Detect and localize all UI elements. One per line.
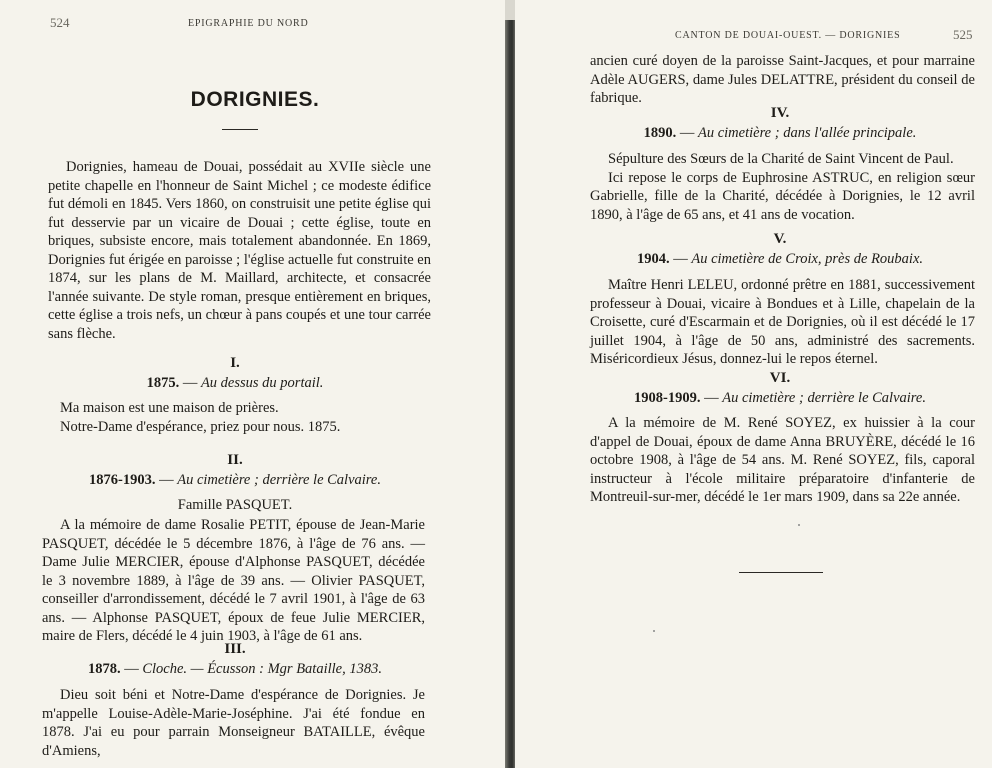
section-heading: 1908-1909. — Au cimetière ; derrière le Calvaire.	[634, 390, 926, 406]
title-rule	[222, 129, 258, 130]
family-heading: Famille PASQUET.	[177, 497, 293, 513]
inscription-text: Sépulture des Sœurs de la Charité de Saint Vincent de Paul. Ici repose le corps de Euphrosine ASTRUC, en religion sœur Gabrielle, fille de la Charité, décédée à Dorignies, le 12 avril 1890, à l'âge de 65 ans, et 41 ans de vocation.	[590, 151, 975, 223]
section-numeral: III.	[224, 641, 246, 657]
inscription-text: Ma maison est une maison de prières. Notre-Dame d'espérance, priez pour nous. 1875.	[60, 400, 341, 435]
inscription-text: A la mémoire de dame Rosalie PETIT, épouse de Jean-Marie PASQUET, décédée le 5 décembre 1876, à l'âge de 76 ans. — Dame Julie MERCIER, épouse d'Alphonse PASQUET, décédée le 3 novembre 1889, à l'âge de 39 ans. — Olivier PASQUET, conseiller d'arrondissement, décédé le 7 avril 1901, à l'âge de 63 ans. — Alphonse PASQUET, époux de feue Julie MERCIER, maire de Flers, décédé le 4 juin 1903, à l'âge de 61 ans.	[42, 517, 425, 644]
continuation-text: ancien curé doyen de la paroisse Saint-Jacques, et pour marraine Adèle AUGERS, dame Jules DELATTRE, président du conseil de fabrique.	[590, 53, 975, 106]
intro-paragraph: Dorignies, hameau de Douai, possédait au XVIIe siècle une petite chapelle en l'honneur de Saint Michel ; ce modeste édifice fut démoli en 1845. Vers 1860, on construisit une petite église qui fut desservie par un vicaire de Douai ; cette église, toute en briques, subsiste encore, mais totalement abandonnée. En 1869, Dorignies fut érigée en paroisse ; l'église actuelle fut construite en 1874, sur les plans de M. Maillard, architecte, et consacrée l'année suivante. De style roman, presque entièrement en briques, cette église a trois nefs, un chœur à pans coupés et une tour carrée sans flèche.	[48, 159, 431, 342]
inscription-text: A la mémoire de M. René SOYEZ, ex huissier à la cour d'appel de Douai, époux de dame Anna BRUYÈRE, décédé le 16 octobre 1908, à l'âge de 54 ans. M. René SOYEZ, fils, caporal instructeur à l'école militaire préparatoire d'infanterie de Montreuil-sur-mer, décédé le 1er mars 1909, dans sa 22e année.	[590, 415, 975, 505]
section-heading: 1904. — Au cimetière de Croix, près de Roubaix.	[636, 251, 924, 267]
running-head: EPIGRAPHIE DU NORD	[188, 18, 309, 29]
section-numeral: IV.	[770, 105, 790, 121]
section-numeral: VI.	[769, 370, 791, 386]
section-numeral: V.	[773, 231, 787, 247]
section-heading: 1890. — Au cimetière ; dans l'allée principale.	[643, 125, 917, 141]
page-number: 524	[50, 15, 70, 30]
section-numeral: I.	[230, 355, 240, 371]
section-heading: 1876-1903. — Au cimetière ; derrière le Calvaire.	[89, 472, 381, 488]
paper-speck	[653, 630, 655, 632]
section-numeral: II.	[227, 452, 243, 468]
section-heading: 1875. — Au dessus du portail.	[146, 375, 324, 391]
inscription-text: Maître Henri LELEU, ordonné prêtre en 1881, successivement professeur à Douai, vicaire à Bondues et à Lille, chapelain de la Croisette, curé d'Escarmain et de Dorignies, où il est décédé le 17 juillet 1904, à l'âge de 50 ans, administré des sacrements. Miséricordieux Jésus, donnez-lui le repos éternel.	[590, 277, 975, 367]
end-rule	[739, 572, 823, 573]
inscription-text: Dieu soit béni et Notre-Dame d'espérance de Dorignies. Je m'appelle Louise-Adèle-Marie-Joséphine. J'ai été fondue en 1878. J'ai eu pour parrain Monseigneur BATAILLE, évêque d'Amiens,	[42, 687, 425, 759]
running-head: CANTON DE DOUAI-OUEST. — DORIGNIES	[675, 30, 901, 41]
section-heading: 1878. — Cloche. — Écusson : Mgr Bataille, 1383.	[87, 661, 382, 677]
page-title: DORIGNIES.	[190, 88, 320, 111]
page-number: 525	[953, 27, 973, 42]
right-page	[515, 0, 992, 768]
paper-speck	[798, 524, 800, 526]
